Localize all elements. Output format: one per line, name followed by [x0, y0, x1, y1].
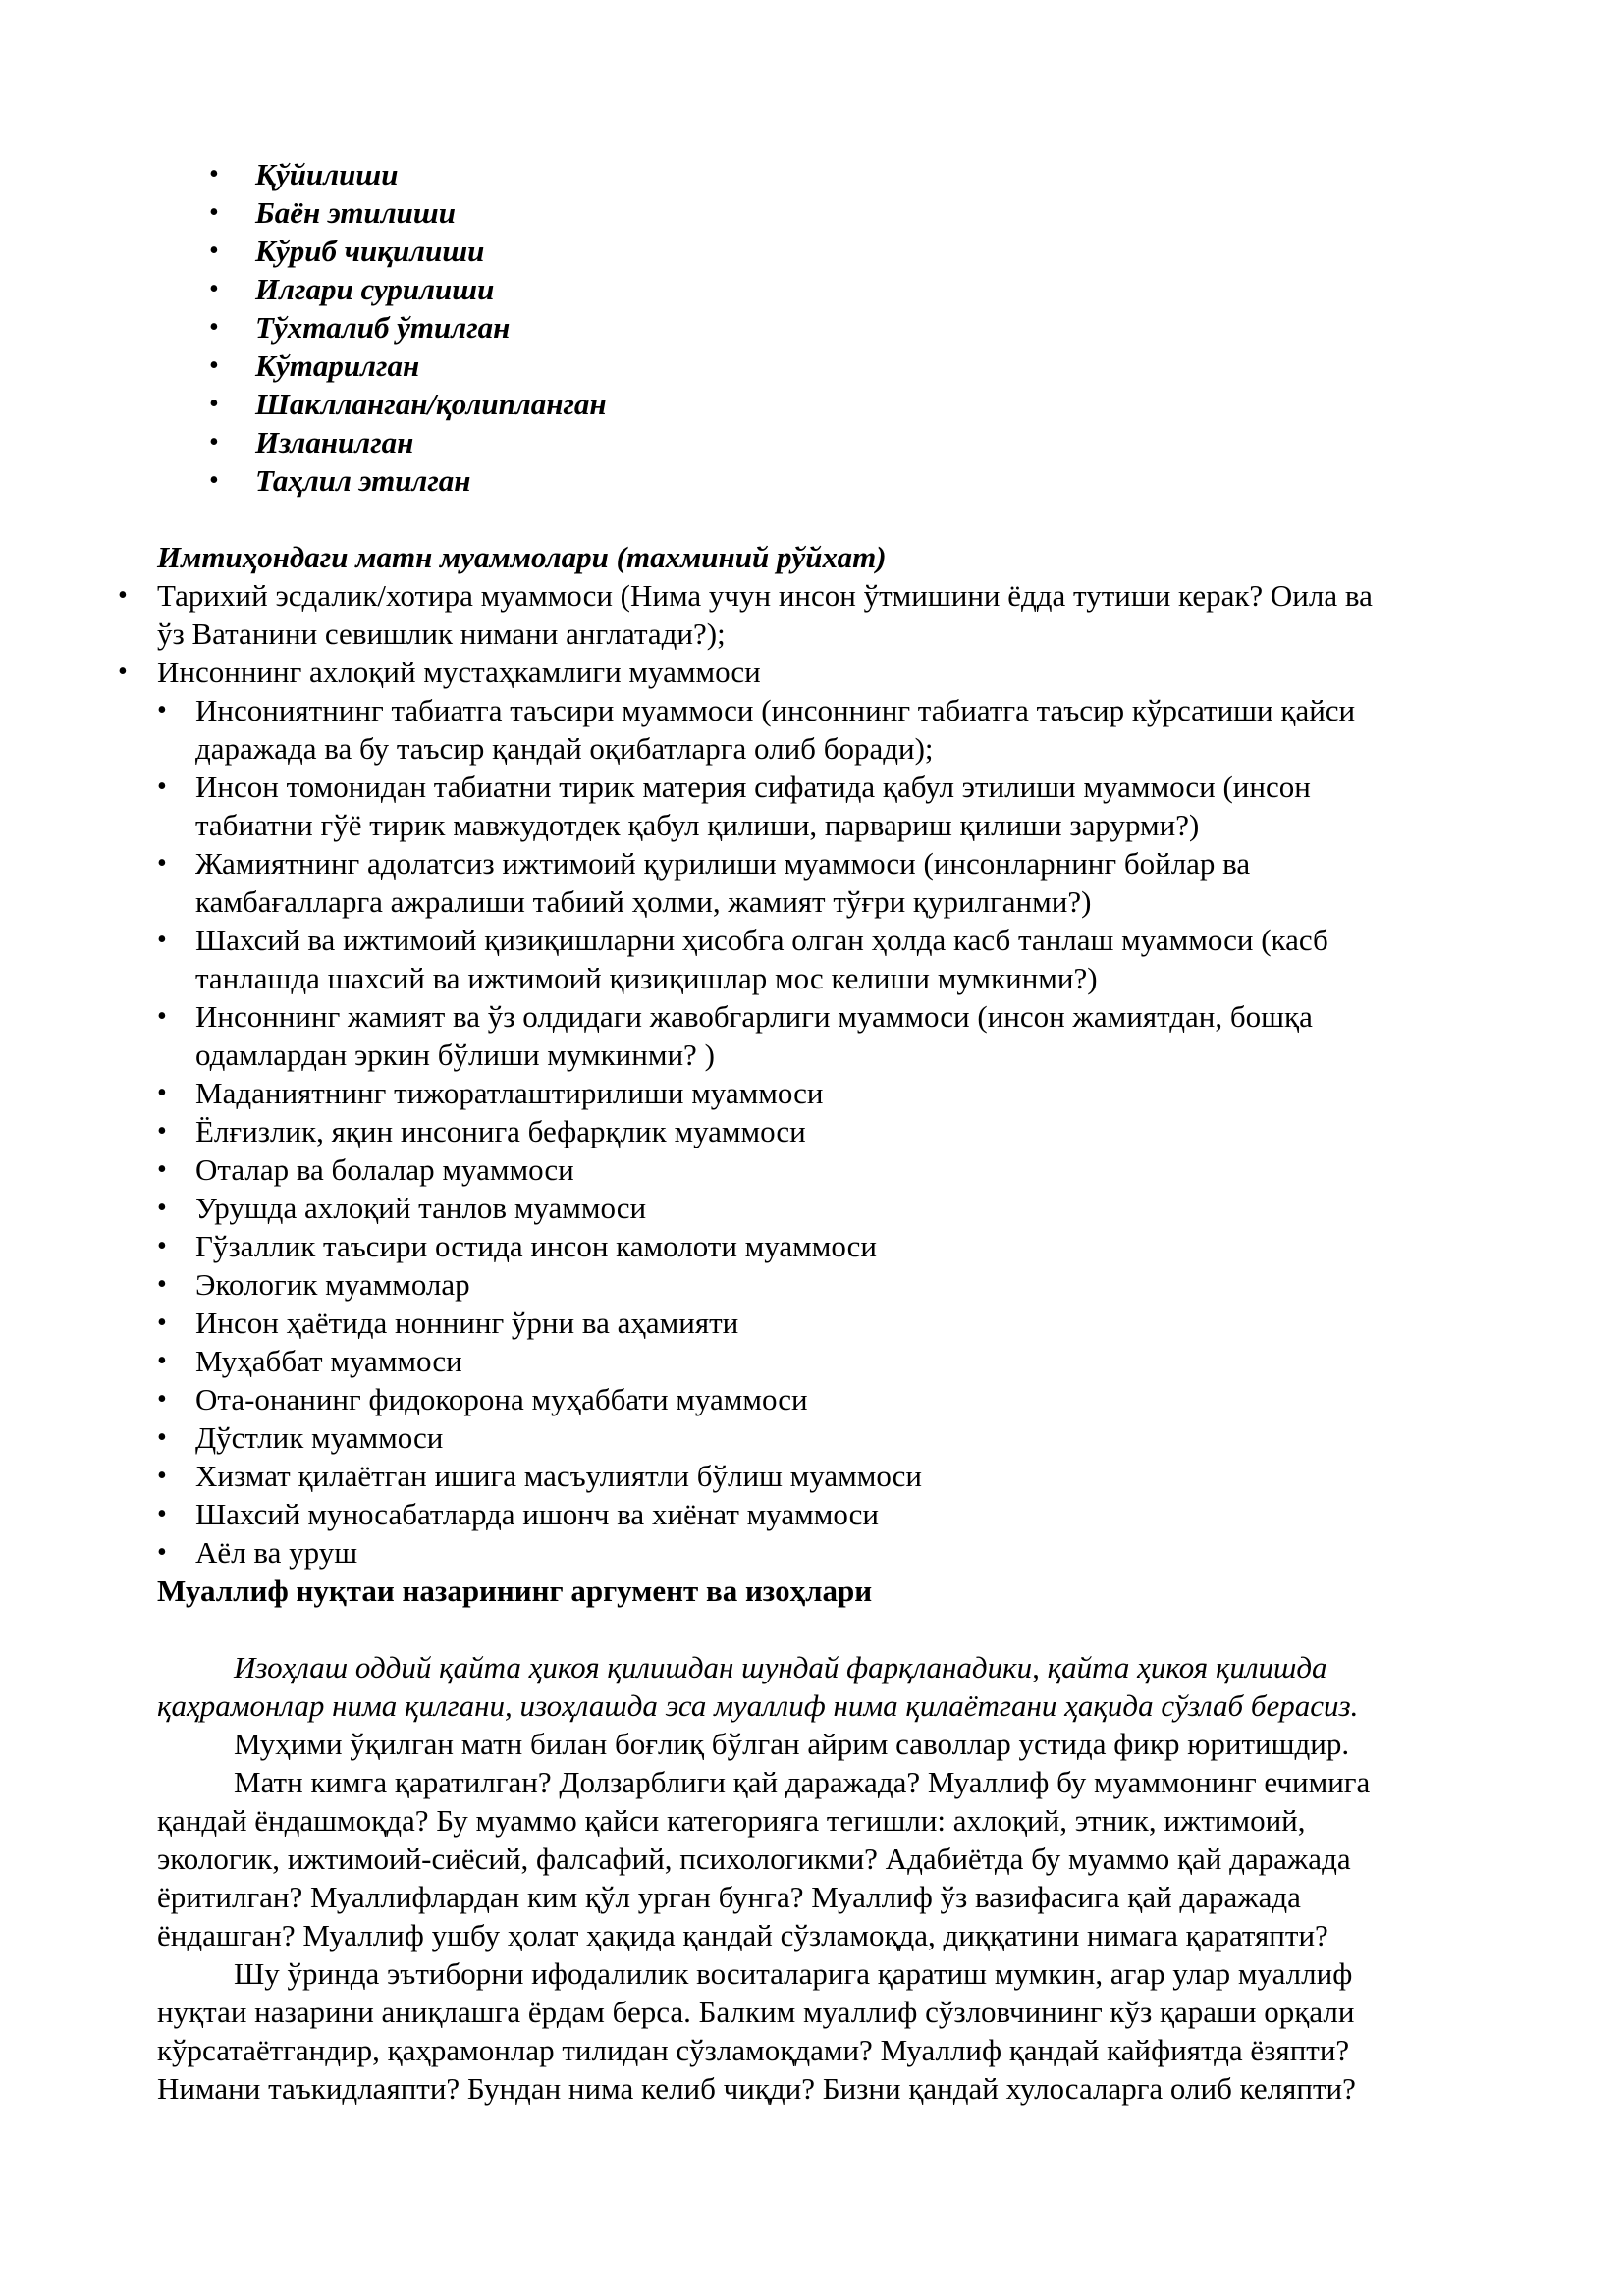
- bullet: •: [209, 389, 219, 419]
- list-item: Тўхталиб ўтилган: [255, 310, 511, 345]
- bullet: •: [157, 1001, 167, 1032]
- list-item: Изланилган: [255, 425, 414, 459]
- sub-item-line: камбағалларга ажралиши табиий ҳолми, жамият тўғри қурилганми?): [195, 884, 1092, 919]
- bullet: •: [157, 1308, 167, 1338]
- paragraph-line: Изоҳлаш оддий қайта ҳикоя қилишдан шундай фарқланадики, қайта ҳикоя қилишда: [234, 1650, 1327, 1684]
- sub-item: Оталар ва болалар муаммоси: [195, 1152, 574, 1187]
- section-heading: Имтиҳондаги матн муаммолари (тахминий рўйхат): [157, 540, 887, 574]
- sub-item: Шахсий муносабатларда ишонч ва хиёнат муаммоси: [195, 1497, 879, 1531]
- bullet: •: [157, 695, 167, 725]
- list-item: Таҳлил этилган: [255, 463, 471, 498]
- paragraph-line: Шу ўринда эътиборни ифодалилик воситаларига қаратиш мумкин, агар улар муаллиф: [234, 1956, 1353, 1991]
- bullet: •: [209, 427, 219, 457]
- sub-item: Аёл ва уруш: [195, 1535, 358, 1570]
- section-heading: Муаллиф нуқтаи назарининг аргумент ва изоҳлари: [157, 1574, 873, 1608]
- paragraph-line: қандай ёндашмоқда? Бу муаммо қайси категорияга тегишли: ахлоқий, этник, ижтимоий,: [157, 1803, 1306, 1838]
- paragraph-line: ёндашган? Муаллиф ушбу ҳолат ҳақида қандай сўзламоқда, диққатини нимага қаратяпти?: [157, 1918, 1328, 1952]
- bullet: •: [157, 848, 167, 879]
- list-item: Қўйилиши: [255, 157, 399, 191]
- bullet: •: [157, 1346, 167, 1376]
- list-item: Кўриб чиқилиши: [255, 234, 485, 268]
- bullet: •: [209, 312, 219, 343]
- bullet: •: [157, 1499, 167, 1529]
- bullet: •: [157, 1154, 167, 1185]
- paragraph-line: кўрсатаётгандир, қаҳрамонлар тилидан сўзламоқдами? Муаллиф қандай кайфиятда ёзяпти?: [157, 2033, 1350, 2067]
- bullet: •: [209, 350, 219, 381]
- sub-item-line: одамлардан эркин бўлиши мумкинми? ): [195, 1038, 715, 1072]
- sub-item-line: танлашда шахсий ва ижтимоий қизиқишлар мос келиши мумкинми?): [195, 961, 1098, 995]
- bullet: •: [157, 1537, 167, 1568]
- list-item-line: Тарихий эсдалик/хотира муаммоси (Нима учун инсон ўтмишини ёдда тутиши керак? Оила ва: [157, 578, 1373, 613]
- bullet: •: [209, 159, 219, 189]
- bullet: •: [157, 1231, 167, 1261]
- bullet: •: [157, 1116, 167, 1147]
- sub-item-line: Инсоннинг жамият ва ўз олдидаги жавобгарлиги муаммоси (инсон жамиятдан, бошқа: [195, 999, 1313, 1034]
- bullet: •: [157, 1193, 167, 1223]
- bullet: •: [157, 1078, 167, 1108]
- paragraph-line: экологик, ижтимоий-сиёсий, фалсафий, психологикми? Адабиётда бу муаммо қай даражада: [157, 1842, 1351, 1876]
- sub-item: Гўзаллик таъсири остида инсон камолоти муаммоси: [195, 1229, 878, 1263]
- list-item: Кўтарилган: [255, 348, 420, 383]
- bullet: •: [157, 1461, 167, 1491]
- paragraph-line: нуқтаи назарини аниқлашга ёрдам берса. Балким муаллиф сўзловчининг кўз қараши орқали: [157, 1995, 1355, 2029]
- bullet: •: [157, 1269, 167, 1300]
- sub-item: Маданиятнинг тижоратлаштирилиши муаммоси: [195, 1076, 824, 1110]
- sub-item: Ёлғизлик, яқин инсонига бефарқлик муаммоси: [195, 1114, 806, 1148]
- paragraph-line: Муҳими ўқилган матн билан боғлиқ бўлган айрим саволлар устида фикр юритишдир.: [234, 1727, 1350, 1761]
- paragraph-line: Матн кимга қаратилган? Долзарблиги қай даражада? Муаллиф бу муаммонинг ечимига: [234, 1765, 1371, 1799]
- paragraph-line: қаҳрамонлар нима қилгани, изоҳлашда эса муаллиф нима қилаётгани ҳақида сўзлаб берасиз.: [157, 1688, 1359, 1723]
- list-item: Инсоннинг ахлоқий мустаҳкамлиги муаммоси: [157, 655, 761, 689]
- bullet: •: [209, 465, 219, 496]
- bullet: •: [157, 772, 167, 802]
- sub-item: Урушда ахлоқий танлов муаммоси: [195, 1191, 647, 1225]
- paragraph-line: Нимани таъкидлаяпти? Бундан нима келиб чиқди? Бизни қандай хулосаларга олиб келяпти?: [157, 2071, 1356, 2106]
- bullet: •: [118, 657, 128, 687]
- bullet: •: [209, 236, 219, 266]
- sub-item: Экологик муаммолар: [195, 1267, 470, 1302]
- bullet: •: [157, 1384, 167, 1415]
- sub-item-line: табиатни гўё тирик мавжудотдек қабул қилиши, парвариш қилиши зарурми?): [195, 808, 1200, 842]
- list-item-line: ўз Ватанини севишлик нимани англатади?);: [157, 616, 726, 651]
- sub-item: Инсон ҳаётида ноннинг ўрни ва аҳамияти: [195, 1306, 739, 1340]
- bullet: •: [209, 197, 219, 228]
- sub-item: Муҳаббат муаммоси: [195, 1344, 462, 1378]
- sub-item-line: Инсон томонидан табиатни тирик материя сифатида қабул этилиши муаммоси (инсон: [195, 770, 1311, 804]
- paragraph-line: ёритилган? Муаллифлардан ким қўл урган бунга? Муаллиф ўз вазифасига қай даражада: [157, 1880, 1301, 1914]
- sub-item-line: Жамиятнинг адолатсиз ижтимоий қурилиши муаммоси (инсонларнинг бойлар ва: [195, 846, 1251, 881]
- bullet: •: [157, 1422, 167, 1453]
- sub-item: Хизмат қилаётган ишига масъулиятли бўлиш муаммоси: [195, 1459, 922, 1493]
- bullet: •: [157, 925, 167, 955]
- sub-item: Дўстлик муаммоси: [195, 1420, 444, 1455]
- sub-item-line: Инсониятнинг табиатга таъсири муаммоси (инсоннинг табиатга таъсир кўрсатиши қайси: [195, 693, 1356, 727]
- sub-item: Ота-онанинг фидокорона муҳаббати муаммоси: [195, 1382, 808, 1416]
- list-item: Баён этилиши: [255, 195, 456, 230]
- bullet: •: [118, 580, 128, 611]
- sub-item-line: Шахсий ва ижтимоий қизиқишларни ҳисобга олган ҳолда касб танлаш муаммоси (касб: [195, 923, 1328, 957]
- sub-item-line: даражада ва бу таъсир қандай оқибатларга олиб боради);: [195, 731, 934, 766]
- bullet: •: [209, 274, 219, 304]
- list-item: Илгари сурилиши: [255, 272, 495, 306]
- list-item: Шаклланган/қолипланган: [255, 387, 607, 421]
